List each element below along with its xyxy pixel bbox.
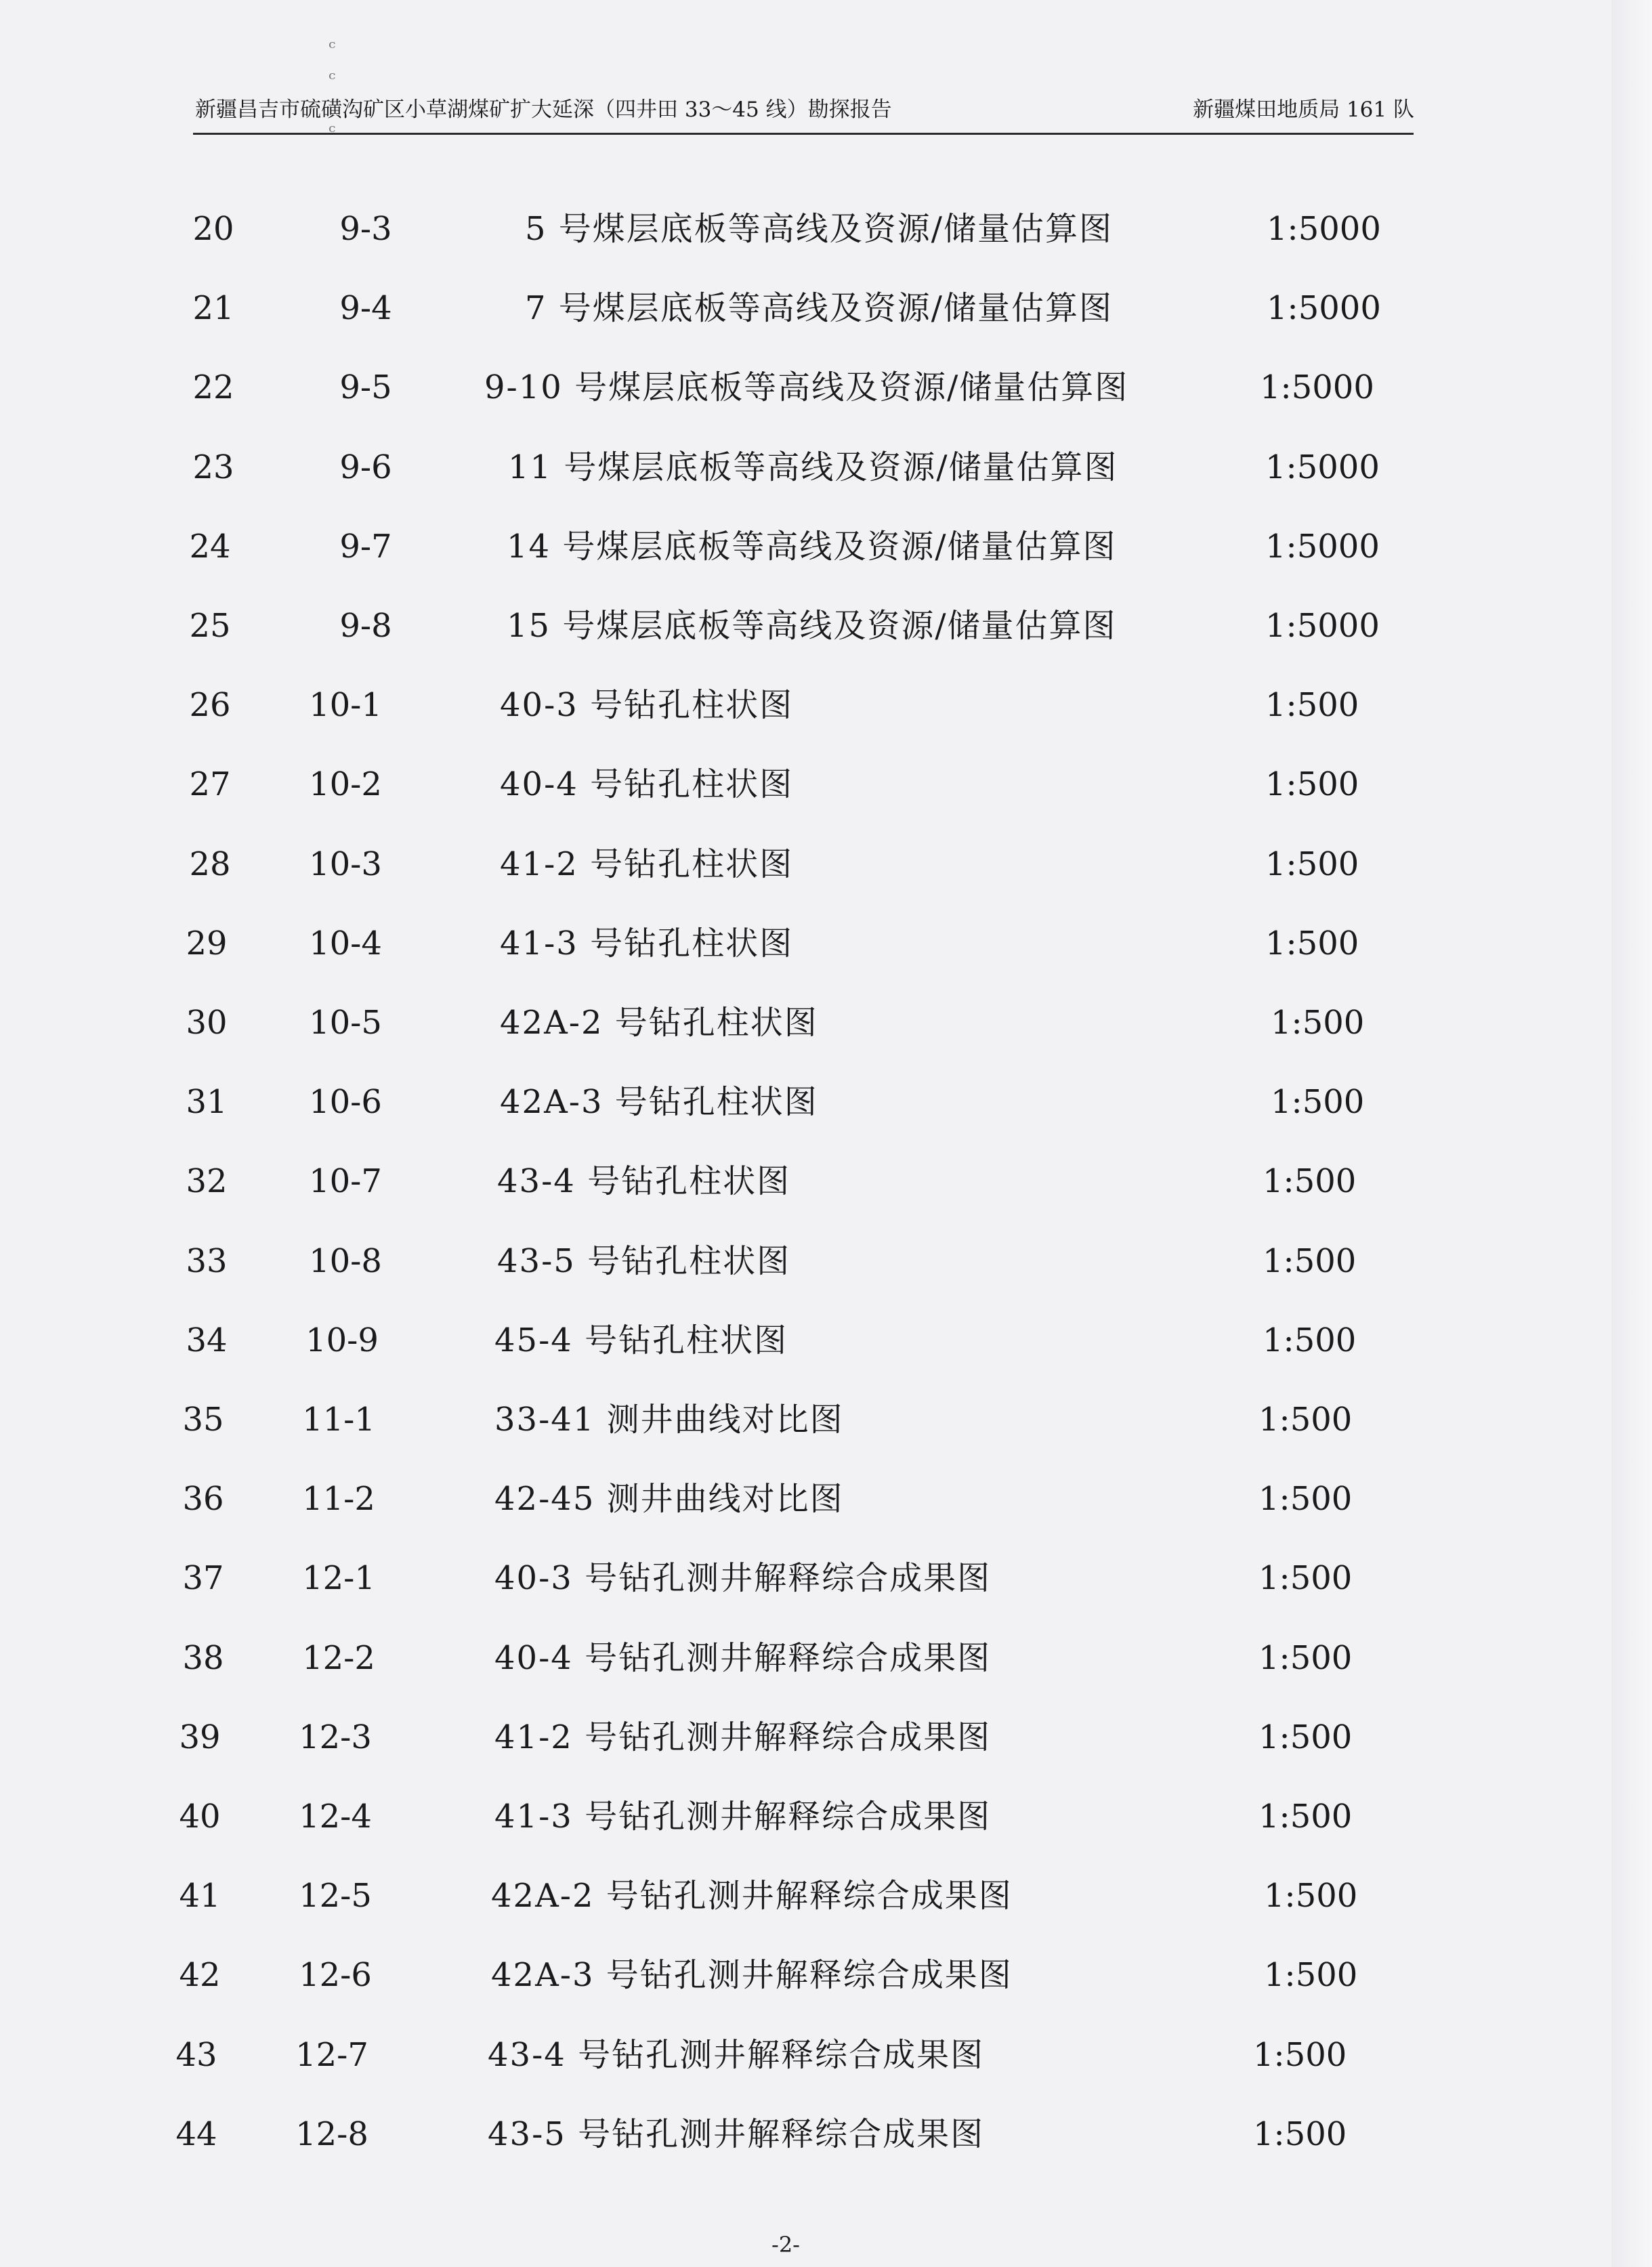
drawing-scale: 1:500 bbox=[1263, 1321, 1357, 1359]
drawing-title: 14 号煤层底板等高线及资源/储量估算图 bbox=[507, 527, 1117, 566]
table-row bbox=[0, 1075, 1652, 1129]
drawing-title: 43-4 号钻孔柱状图 bbox=[497, 1162, 791, 1201]
row-number: 20 bbox=[192, 210, 234, 248]
drawing-code: 10-3 bbox=[309, 845, 382, 883]
drawing-title: 5 号煤层底板等高线及资源/储量估算图 bbox=[525, 210, 1113, 248]
drawing-scale: 1:500 bbox=[1265, 765, 1359, 804]
table-row bbox=[0, 1393, 1652, 1447]
drawing-code: 10-1 bbox=[309, 686, 382, 725]
table-row bbox=[0, 916, 1652, 971]
row-number: 24 bbox=[189, 527, 231, 566]
row-number: 21 bbox=[192, 289, 234, 328]
drawing-code: 12-5 bbox=[299, 1877, 372, 1915]
page-number: -2- bbox=[771, 2232, 800, 2258]
drawing-scale: 1:500 bbox=[1258, 1480, 1353, 1519]
table-row bbox=[0, 440, 1652, 494]
drawing-scale: 1:500 bbox=[1265, 845, 1359, 883]
table-row bbox=[0, 1234, 1652, 1288]
row-number: 39 bbox=[179, 1718, 221, 1756]
binding-hole-mark: ᶜ bbox=[329, 37, 336, 60]
drawing-title: 7 号煤层底板等高线及资源/储量估算图 bbox=[525, 289, 1113, 328]
table-row bbox=[0, 1551, 1652, 1605]
drawing-code: 10-2 bbox=[309, 765, 382, 804]
drawing-title: 40-3 号钻孔柱状图 bbox=[500, 686, 794, 725]
table-row bbox=[0, 837, 1652, 891]
drawing-scale: 1:5000 bbox=[1267, 210, 1381, 248]
table-row bbox=[0, 281, 1652, 335]
drawing-title: 43-5 号钻孔测井解释综合成果图 bbox=[488, 2115, 985, 2153]
drawing-title: 42A-2 号钻孔测井解释综合成果图 bbox=[491, 1877, 1013, 1915]
row-number: 22 bbox=[192, 368, 234, 407]
drawing-code: 12-1 bbox=[302, 1559, 375, 1598]
table-row bbox=[0, 599, 1652, 653]
drawing-code: 9-8 bbox=[339, 607, 392, 645]
drawing-scale: 1:500 bbox=[1258, 1638, 1353, 1677]
drawing-title: 42A-2 号钻孔柱状图 bbox=[500, 1004, 818, 1042]
row-number: 35 bbox=[182, 1401, 224, 1439]
row-number: 30 bbox=[186, 1004, 228, 1042]
drawing-title: 43-4 号钻孔测井解释综合成果图 bbox=[488, 2035, 985, 2074]
drawing-code: 9-4 bbox=[339, 289, 392, 328]
row-number: 32 bbox=[186, 1162, 228, 1201]
row-number: 43 bbox=[175, 2035, 217, 2074]
binding-hole-mark: ᶜ bbox=[329, 68, 336, 91]
drawing-code: 10-7 bbox=[309, 1162, 382, 1201]
row-number: 23 bbox=[192, 448, 234, 486]
drawing-scale: 1:500 bbox=[1258, 1718, 1353, 1756]
drawing-code: 10-9 bbox=[305, 1321, 379, 1359]
table-row bbox=[0, 1869, 1652, 1923]
drawing-scale: 1:500 bbox=[1265, 686, 1359, 725]
table-row bbox=[0, 1789, 1652, 1844]
row-number: 26 bbox=[189, 686, 231, 725]
drawing-scale: 1:5000 bbox=[1265, 607, 1380, 645]
table-row bbox=[0, 757, 1652, 811]
table-row bbox=[0, 678, 1652, 732]
drawing-title: 43-5 号钻孔柱状图 bbox=[497, 1242, 791, 1280]
drawing-code: 9-7 bbox=[339, 527, 392, 566]
drawing-code: 12-4 bbox=[299, 1798, 372, 1836]
drawing-title: 41-2 号钻孔柱状图 bbox=[500, 845, 794, 883]
drawing-code: 12-2 bbox=[302, 1638, 375, 1677]
row-number: 33 bbox=[186, 1242, 228, 1280]
drawing-title: 41-3 号钻孔柱状图 bbox=[500, 924, 794, 962]
drawing-code: 10-8 bbox=[309, 1242, 382, 1280]
row-number: 42 bbox=[179, 1956, 221, 1995]
drawing-scale: 1:5000 bbox=[1267, 289, 1381, 328]
drawing-title: 33-41 测井曲线对比图 bbox=[494, 1401, 844, 1439]
organization-header: 新疆煤田地质局 161 队 bbox=[1193, 98, 1414, 122]
drawing-title: 42A-3 号钻孔柱状图 bbox=[500, 1083, 818, 1122]
table-row bbox=[0, 202, 1652, 256]
table-row bbox=[0, 360, 1652, 415]
drawing-scale: 1:500 bbox=[1253, 2035, 1347, 2074]
drawing-title: 42A-3 号钻孔测井解释综合成果图 bbox=[491, 1956, 1013, 1995]
drawing-title: 11 号煤层底板等高线及资源/储量估算图 bbox=[508, 448, 1118, 486]
drawing-scale: 1:500 bbox=[1258, 1559, 1353, 1598]
drawing-code: 10-6 bbox=[309, 1083, 382, 1122]
drawing-code: 12-8 bbox=[295, 2115, 368, 2153]
drawing-code: 11-1 bbox=[302, 1401, 375, 1439]
row-number: 31 bbox=[186, 1083, 228, 1122]
table-row bbox=[0, 1472, 1652, 1526]
drawing-code: 11-2 bbox=[302, 1480, 375, 1519]
table-row bbox=[0, 2107, 1652, 2161]
drawing-scale: 1:500 bbox=[1271, 1004, 1365, 1042]
row-number: 34 bbox=[186, 1321, 228, 1359]
table-row bbox=[0, 996, 1652, 1050]
drawing-title: 40-4 号钻孔测井解释综合成果图 bbox=[494, 1638, 992, 1677]
row-number: 38 bbox=[182, 1638, 224, 1677]
drawing-title: 42-45 测井曲线对比图 bbox=[494, 1480, 844, 1519]
row-number: 27 bbox=[189, 765, 231, 804]
drawing-scale: 1:500 bbox=[1253, 2115, 1347, 2153]
drawing-code: 10-4 bbox=[309, 924, 382, 962]
drawing-scale: 1:500 bbox=[1271, 1083, 1365, 1122]
table-row bbox=[0, 1710, 1652, 1764]
drawing-title: 9-10 号煤层底板等高线及资源/储量估算图 bbox=[484, 368, 1129, 407]
table-row bbox=[0, 1313, 1652, 1368]
drawing-title: 45-4 号钻孔柱状图 bbox=[494, 1321, 788, 1359]
row-number: 44 bbox=[175, 2115, 217, 2153]
row-number: 29 bbox=[186, 924, 228, 962]
table-row bbox=[0, 1154, 1652, 1208]
row-number: 41 bbox=[179, 1877, 221, 1915]
row-number: 37 bbox=[182, 1559, 224, 1598]
drawing-code: 12-7 bbox=[295, 2035, 368, 2074]
table-row bbox=[0, 520, 1652, 574]
row-number: 36 bbox=[182, 1480, 224, 1519]
row-number: 28 bbox=[189, 845, 231, 883]
drawing-scale: 1:500 bbox=[1265, 924, 1359, 962]
drawing-scale: 1:500 bbox=[1263, 1162, 1357, 1201]
drawing-title: 41-3 号钻孔测井解释综合成果图 bbox=[494, 1798, 992, 1836]
row-number: 25 bbox=[189, 607, 231, 645]
drawing-scale: 1:500 bbox=[1264, 1877, 1358, 1915]
drawing-scale: 1:500 bbox=[1258, 1798, 1353, 1836]
drawing-scale: 1:5000 bbox=[1260, 368, 1374, 407]
table-row bbox=[0, 2028, 1652, 2082]
drawing-code: 12-6 bbox=[299, 1956, 372, 1995]
drawing-title: 40-3 号钻孔测井解释综合成果图 bbox=[494, 1559, 992, 1598]
table-row bbox=[0, 1631, 1652, 1685]
report-title-header: 新疆昌吉市硫磺沟矿区小草湖煤矿扩大延深（四井田 33～45 线）勘探报告 bbox=[195, 98, 892, 122]
binding-hole-mark: ᶜ bbox=[329, 121, 336, 144]
drawing-code: 9-5 bbox=[339, 368, 392, 407]
drawing-scale: 1:500 bbox=[1264, 1956, 1358, 1995]
table-row bbox=[0, 1948, 1652, 2002]
drawing-scale: 1:5000 bbox=[1265, 448, 1380, 486]
drawing-scale: 1:5000 bbox=[1265, 527, 1380, 566]
drawing-title: 40-4 号钻孔柱状图 bbox=[500, 765, 794, 804]
drawing-title: 41-2 号钻孔测井解释综合成果图 bbox=[494, 1718, 992, 1756]
drawing-code: 12-3 bbox=[299, 1718, 372, 1756]
drawing-scale: 1:500 bbox=[1258, 1401, 1353, 1439]
drawing-title: 15 号煤层底板等高线及资源/储量估算图 bbox=[507, 607, 1117, 645]
drawing-code: 9-3 bbox=[339, 210, 392, 248]
drawing-scale: 1:500 bbox=[1263, 1242, 1357, 1280]
drawing-code: 10-5 bbox=[309, 1004, 382, 1042]
drawing-code: 9-6 bbox=[339, 448, 392, 486]
row-number: 40 bbox=[179, 1798, 221, 1836]
